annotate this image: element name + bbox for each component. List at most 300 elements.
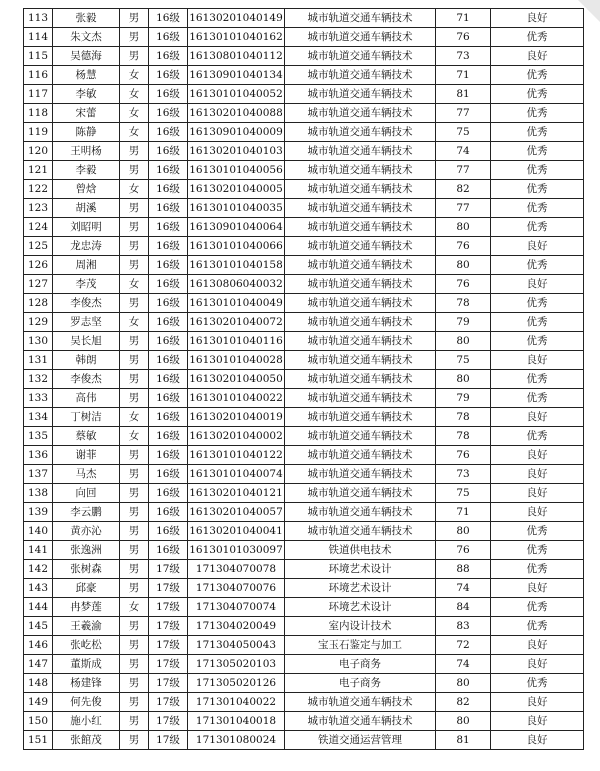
table-row (24, 123, 584, 142)
student-id-cell: 16130201040002 (188, 427, 285, 446)
grade-year-cell: 16级 (149, 389, 188, 408)
student-id-cell: 171305020126 (188, 674, 285, 693)
table-row (24, 408, 584, 427)
row-number-cell: 123 (24, 199, 53, 218)
student-name-cell: 施小红 (53, 712, 120, 731)
student-id-cell: 16130101030097 (188, 541, 285, 560)
grade-year-cell: 16级 (149, 522, 188, 541)
gender-cell: 男 (120, 579, 149, 598)
table-row (24, 199, 584, 218)
score-cell: 75 (436, 484, 491, 503)
major-cell: 城市轨道交通车辆技术 (285, 446, 436, 465)
student-name-cell: 龙忠涛 (53, 237, 120, 256)
rating-cell: 优秀 (491, 522, 584, 541)
rating-cell: 良好 (491, 503, 584, 522)
major-cell: 城市轨道交通车辆技术 (285, 256, 436, 275)
rating-cell: 优秀 (491, 28, 584, 47)
score-cell: 75 (436, 123, 491, 142)
grade-year-cell: 17级 (149, 636, 188, 655)
student-id-cell: 16130101040122 (188, 446, 285, 465)
student-id-cell: 171301040022 (188, 693, 285, 712)
grade-year-cell: 16级 (149, 351, 188, 370)
major-cell: 城市轨道交通车辆技术 (285, 712, 436, 731)
student-id-cell: 171301080024 (188, 731, 285, 750)
major-cell: 城市轨道交通车辆技术 (285, 275, 436, 294)
student-id-cell: 171304070076 (188, 579, 285, 598)
rating-cell: 良好 (491, 275, 584, 294)
major-cell: 城市轨道交通车辆技术 (285, 389, 436, 408)
student-name-cell: 黄亦沁 (53, 522, 120, 541)
student-id-cell: 16130201040057 (188, 503, 285, 522)
rating-cell: 优秀 (491, 674, 584, 693)
gender-cell: 男 (120, 484, 149, 503)
gender-cell: 女 (120, 180, 149, 199)
score-cell: 76 (436, 446, 491, 465)
grade-year-cell: 17级 (149, 617, 188, 636)
score-cell: 82 (436, 693, 491, 712)
score-cell: 80 (436, 256, 491, 275)
table-row (24, 351, 584, 370)
major-cell: 城市轨道交通车辆技术 (285, 503, 436, 522)
student-name-cell: 刘昭明 (53, 218, 120, 237)
gender-cell: 女 (120, 408, 149, 427)
table-row (24, 313, 584, 332)
grade-year-cell: 16级 (149, 9, 188, 28)
rating-cell: 良好 (491, 655, 584, 674)
student-name-cell: 杨慧 (53, 66, 120, 85)
row-number-cell: 143 (24, 579, 53, 598)
row-number-cell: 138 (24, 484, 53, 503)
student-id-cell: 16130101040049 (188, 294, 285, 313)
gender-cell: 男 (120, 332, 149, 351)
student-name-cell: 何先俊 (53, 693, 120, 712)
grade-year-cell: 17级 (149, 693, 188, 712)
gender-cell: 男 (120, 503, 149, 522)
score-cell: 72 (436, 636, 491, 655)
student-id-cell: 16130101040158 (188, 256, 285, 275)
rating-cell: 优秀 (491, 370, 584, 389)
major-cell: 城市轨道交通车辆技术 (285, 28, 436, 47)
gender-cell: 男 (120, 161, 149, 180)
rating-cell: 优秀 (491, 332, 584, 351)
table-row (24, 9, 584, 28)
student-id-cell: 16130806040032 (188, 275, 285, 294)
student-id-cell: 171305020103 (188, 655, 285, 674)
student-name-cell: 蔡敏 (53, 427, 120, 446)
row-number-cell: 145 (24, 617, 53, 636)
rating-cell: 优秀 (491, 389, 584, 408)
table-row (24, 541, 584, 560)
row-number-cell: 149 (24, 693, 53, 712)
table-row (24, 465, 584, 484)
row-number-cell: 146 (24, 636, 53, 655)
student-name-cell: 曾焓 (53, 180, 120, 199)
rating-cell: 良好 (491, 731, 584, 750)
grade-year-cell: 17级 (149, 712, 188, 731)
table-row (24, 636, 584, 655)
rating-cell: 良好 (491, 47, 584, 66)
grade-year-cell: 17级 (149, 655, 188, 674)
score-cell: 73 (436, 465, 491, 484)
gender-cell: 女 (120, 123, 149, 142)
student-id-cell: 16130201040019 (188, 408, 285, 427)
student-id-cell: 16130201040088 (188, 104, 285, 123)
student-name-cell: 马杰 (53, 465, 120, 484)
student-name-cell: 周湘 (53, 256, 120, 275)
student-name-cell: 杨建锋 (53, 674, 120, 693)
row-number-cell: 129 (24, 313, 53, 332)
gender-cell: 女 (120, 313, 149, 332)
row-number-cell: 119 (24, 123, 53, 142)
score-cell: 74 (436, 655, 491, 674)
gender-cell: 男 (120, 218, 149, 237)
table-row (24, 712, 584, 731)
score-cell: 77 (436, 104, 491, 123)
table-row (24, 142, 584, 161)
table-row (24, 66, 584, 85)
table-row (24, 237, 584, 256)
table-row (24, 617, 584, 636)
score-cell: 74 (436, 142, 491, 161)
student-id-cell: 16130101040056 (188, 161, 285, 180)
score-cell: 71 (436, 503, 491, 522)
rating-cell: 优秀 (491, 180, 584, 199)
student-name-cell: 李俊杰 (53, 370, 120, 389)
row-number-cell: 132 (24, 370, 53, 389)
major-cell: 城市轨道交通车辆技术 (285, 199, 436, 218)
student-name-cell: 董斯成 (53, 655, 120, 674)
rating-cell: 优秀 (491, 123, 584, 142)
score-cell: 71 (436, 9, 491, 28)
row-number-cell: 139 (24, 503, 53, 522)
rating-cell: 优秀 (491, 598, 584, 617)
major-cell: 宝玉石鉴定与加工 (285, 636, 436, 655)
rating-cell: 优秀 (491, 294, 584, 313)
score-cell: 76 (436, 237, 491, 256)
table-row (24, 522, 584, 541)
score-cell: 76 (436, 541, 491, 560)
student-name-cell: 张树森 (53, 560, 120, 579)
rating-cell: 良好 (491, 237, 584, 256)
table-row (24, 370, 584, 389)
major-cell: 城市轨道交通车辆技术 (285, 408, 436, 427)
student-name-cell: 张館茂 (53, 731, 120, 750)
student-id-cell: 171304070074 (188, 598, 285, 617)
student-id-cell: 16130901040009 (188, 123, 285, 142)
gender-cell: 男 (120, 693, 149, 712)
grade-year-cell: 16级 (149, 541, 188, 560)
score-cell: 77 (436, 161, 491, 180)
rating-cell: 优秀 (491, 66, 584, 85)
grade-year-cell: 16级 (149, 199, 188, 218)
student-id-cell: 16130101040066 (188, 237, 285, 256)
grade-year-cell: 16级 (149, 104, 188, 123)
major-cell: 城市轨道交通车辆技术 (285, 161, 436, 180)
score-cell: 82 (436, 180, 491, 199)
grade-year-cell: 16级 (149, 484, 188, 503)
table-row (24, 579, 584, 598)
grade-year-cell: 16级 (149, 142, 188, 161)
grade-year-cell: 16级 (149, 275, 188, 294)
rating-cell: 优秀 (491, 313, 584, 332)
student-id-cell: 16130101040022 (188, 389, 285, 408)
row-number-cell: 127 (24, 275, 53, 294)
major-cell: 城市轨道交通车辆技术 (285, 294, 436, 313)
gender-cell: 男 (120, 370, 149, 389)
row-number-cell: 130 (24, 332, 53, 351)
grade-year-cell: 16级 (149, 256, 188, 275)
major-cell: 铁道供电技术 (285, 541, 436, 560)
major-cell: 城市轨道交通车辆技术 (285, 465, 436, 484)
score-cell: 73 (436, 47, 491, 66)
rating-cell: 良好 (491, 9, 584, 28)
major-cell: 城市轨道交通车辆技术 (285, 9, 436, 28)
student-id-cell: 16130801040112 (188, 47, 285, 66)
score-cell: 84 (436, 598, 491, 617)
student-name-cell: 王羲渝 (53, 617, 120, 636)
student-id-cell: 16130201040072 (188, 313, 285, 332)
row-number-cell: 148 (24, 674, 53, 693)
row-number-cell: 122 (24, 180, 53, 199)
score-cell: 78 (436, 294, 491, 313)
major-cell: 电子商务 (285, 655, 436, 674)
gender-cell: 男 (120, 522, 149, 541)
rating-cell: 良好 (491, 484, 584, 503)
major-cell: 城市轨道交通车辆技术 (285, 693, 436, 712)
major-cell: 城市轨道交通车辆技术 (285, 142, 436, 161)
major-cell: 城市轨道交通车辆技术 (285, 313, 436, 332)
grade-year-cell: 16级 (149, 237, 188, 256)
student-name-cell: 陈静 (53, 123, 120, 142)
score-cell: 79 (436, 313, 491, 332)
table-row (24, 674, 584, 693)
student-id-cell: 16130201040005 (188, 180, 285, 199)
student-name-cell: 向回 (53, 484, 120, 503)
row-number-cell: 133 (24, 389, 53, 408)
score-cell: 78 (436, 408, 491, 427)
rating-cell: 良好 (491, 693, 584, 712)
row-number-cell: 118 (24, 104, 53, 123)
gender-cell: 男 (120, 712, 149, 731)
grade-year-cell: 17级 (149, 674, 188, 693)
score-cell: 79 (436, 389, 491, 408)
student-name-cell: 冉梦莲 (53, 598, 120, 617)
grade-year-cell: 16级 (149, 47, 188, 66)
grade-year-cell: 16级 (149, 218, 188, 237)
student-name-cell: 李敏 (53, 85, 120, 104)
gender-cell: 男 (120, 636, 149, 655)
student-name-cell: 李云鹏 (53, 503, 120, 522)
student-id-cell: 171301040018 (188, 712, 285, 731)
rating-cell: 优秀 (491, 161, 584, 180)
student-id-cell: 171304050043 (188, 636, 285, 655)
major-cell: 城市轨道交通车辆技术 (285, 104, 436, 123)
major-cell: 电子商务 (285, 674, 436, 693)
grade-year-cell: 16级 (149, 161, 188, 180)
student-id-cell: 16130101040162 (188, 28, 285, 47)
student-name-cell: 胡溪 (53, 199, 120, 218)
score-cell: 80 (436, 674, 491, 693)
score-cell: 80 (436, 332, 491, 351)
score-cell: 76 (436, 28, 491, 47)
row-number-cell: 140 (24, 522, 53, 541)
rating-cell: 良好 (491, 446, 584, 465)
table-row (24, 655, 584, 674)
table-row (24, 598, 584, 617)
student-id-cell: 16130901040134 (188, 66, 285, 85)
table-row (24, 47, 584, 66)
score-cell: 81 (436, 731, 491, 750)
grade-year-cell: 16级 (149, 28, 188, 47)
score-cell: 88 (436, 560, 491, 579)
rating-cell: 优秀 (491, 199, 584, 218)
table-row (24, 427, 584, 446)
score-cell: 77 (436, 199, 491, 218)
table-row (24, 693, 584, 712)
grade-year-cell: 16级 (149, 332, 188, 351)
gender-cell: 男 (120, 9, 149, 28)
gender-cell: 女 (120, 85, 149, 104)
major-cell: 城市轨道交通车辆技术 (285, 66, 436, 85)
major-cell: 环境艺术设计 (285, 579, 436, 598)
student-name-cell: 李茂 (53, 275, 120, 294)
table-row (24, 560, 584, 579)
student-name-cell: 吴德海 (53, 47, 120, 66)
major-cell: 城市轨道交通车辆技术 (285, 332, 436, 351)
table-row (24, 294, 584, 313)
row-number-cell: 150 (24, 712, 53, 731)
row-number-cell: 125 (24, 237, 53, 256)
row-number-cell: 120 (24, 142, 53, 161)
grade-year-cell: 17级 (149, 598, 188, 617)
gender-cell: 男 (120, 142, 149, 161)
score-cell: 80 (436, 522, 491, 541)
grade-year-cell: 16级 (149, 465, 188, 484)
gender-cell: 男 (120, 256, 149, 275)
rating-cell: 优秀 (491, 427, 584, 446)
score-cell: 80 (436, 370, 491, 389)
row-number-cell: 137 (24, 465, 53, 484)
student-name-cell: 张毅 (53, 9, 120, 28)
grade-year-cell: 16级 (149, 294, 188, 313)
score-cell: 81 (436, 85, 491, 104)
row-number-cell: 124 (24, 218, 53, 237)
gender-cell: 男 (120, 560, 149, 579)
grade-year-cell: 16级 (149, 85, 188, 104)
rating-cell: 优秀 (491, 256, 584, 275)
major-cell: 城市轨道交通车辆技术 (285, 370, 436, 389)
rating-cell: 优秀 (491, 218, 584, 237)
score-cell: 74 (436, 579, 491, 598)
student-id-cell: 16130101040116 (188, 332, 285, 351)
score-cell: 78 (436, 427, 491, 446)
student-name-cell: 张屹松 (53, 636, 120, 655)
student-id-cell: 16130901040064 (188, 218, 285, 237)
rating-cell: 良好 (491, 351, 584, 370)
row-number-cell: 128 (24, 294, 53, 313)
rating-cell: 优秀 (491, 85, 584, 104)
major-cell: 城市轨道交通车辆技术 (285, 484, 436, 503)
gender-cell: 男 (120, 655, 149, 674)
table-row (24, 104, 584, 123)
gender-cell: 男 (120, 47, 149, 66)
major-cell: 城市轨道交通车辆技术 (285, 237, 436, 256)
gender-cell: 男 (120, 617, 149, 636)
student-id-cell: 16130201040050 (188, 370, 285, 389)
row-number-cell: 114 (24, 28, 53, 47)
row-number-cell: 134 (24, 408, 53, 427)
score-cell: 80 (436, 712, 491, 731)
student-name-cell: 李毅 (53, 161, 120, 180)
table-row (24, 332, 584, 351)
grade-year-cell: 17级 (149, 579, 188, 598)
major-cell: 室内设计技术 (285, 617, 436, 636)
table-row (24, 85, 584, 104)
row-number-cell: 147 (24, 655, 53, 674)
major-cell: 城市轨道交通车辆技术 (285, 522, 436, 541)
student-id-cell: 16130101040052 (188, 85, 285, 104)
table-row (24, 503, 584, 522)
row-number-cell: 117 (24, 85, 53, 104)
row-number-cell: 126 (24, 256, 53, 275)
grade-year-cell: 17级 (149, 560, 188, 579)
score-cell: 83 (436, 617, 491, 636)
student-name-cell: 韩朗 (53, 351, 120, 370)
table-row (24, 218, 584, 237)
rating-cell: 良好 (491, 465, 584, 484)
gender-cell: 男 (120, 446, 149, 465)
student-id-cell: 171304070078 (188, 560, 285, 579)
score-cell: 75 (436, 351, 491, 370)
student-id-cell: 16130101040074 (188, 465, 285, 484)
grade-year-cell: 16级 (149, 408, 188, 427)
row-number-cell: 144 (24, 598, 53, 617)
gender-cell: 女 (120, 66, 149, 85)
student-name-cell: 高伟 (53, 389, 120, 408)
rating-cell: 良好 (491, 712, 584, 731)
table-row (24, 28, 584, 47)
rating-cell: 良好 (491, 636, 584, 655)
gender-cell: 男 (120, 294, 149, 313)
student-id-cell: 16130201040041 (188, 522, 285, 541)
major-cell: 城市轨道交通车辆技术 (285, 85, 436, 104)
row-number-cell: 142 (24, 560, 53, 579)
row-number-cell: 136 (24, 446, 53, 465)
row-number-cell: 141 (24, 541, 53, 560)
gender-cell: 女 (120, 104, 149, 123)
student-name-cell: 丁树洁 (53, 408, 120, 427)
gender-cell: 男 (120, 389, 149, 408)
gender-cell: 男 (120, 351, 149, 370)
table-row (24, 484, 584, 503)
gender-cell: 男 (120, 237, 149, 256)
table-row (24, 180, 584, 199)
student-name-cell: 罗志坚 (53, 313, 120, 332)
rating-cell: 良好 (491, 408, 584, 427)
student-id-cell: 16130201040121 (188, 484, 285, 503)
grade-year-cell: 16级 (149, 123, 188, 142)
gender-cell: 男 (120, 28, 149, 47)
grade-year-cell: 16级 (149, 427, 188, 446)
rating-cell: 优秀 (491, 142, 584, 161)
major-cell: 城市轨道交通车辆技术 (285, 180, 436, 199)
table-row (24, 161, 584, 180)
major-cell: 环境艺术设计 (285, 560, 436, 579)
gender-cell: 女 (120, 598, 149, 617)
major-cell: 铁道交通运营管理 (285, 731, 436, 750)
grade-year-cell: 16级 (149, 446, 188, 465)
major-cell: 城市轨道交通车辆技术 (285, 47, 436, 66)
